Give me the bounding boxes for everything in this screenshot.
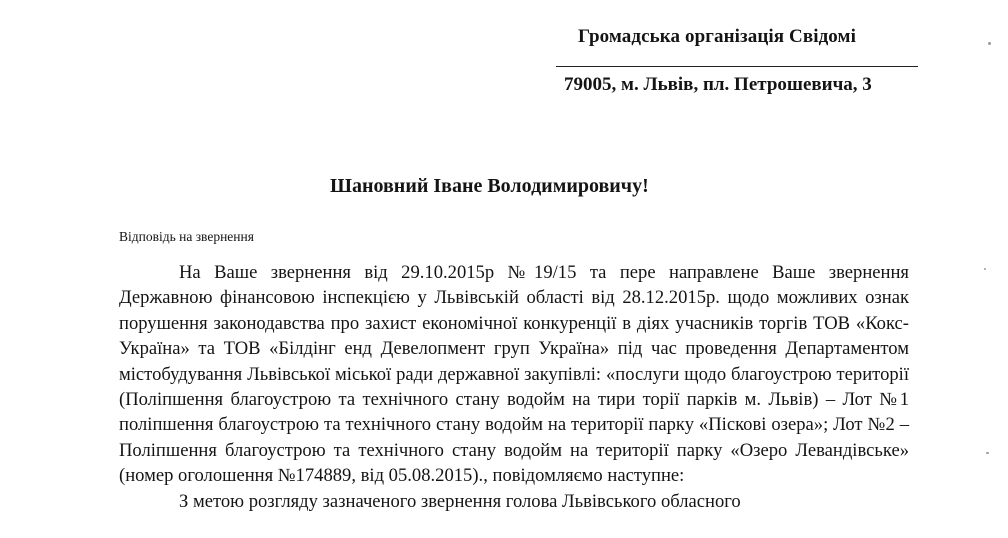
organization-name: Громадська організація Свідомі: [578, 26, 856, 47]
scan-speck: [984, 268, 986, 270]
greeting: Шановний Іване Володимировичу!: [330, 175, 649, 197]
body-paragraph: На Ваше звернення від 29.10.2015р №19/15 та пере направлене Ваше звернення Державною фінансовою інспекцією у Львівській області від 28.12.2015р. щодо можливих ознак порушення законодавства про захист економічної конкуренції в діях учасників торгів ТОВ «Кокс-Україна» та ТОВ «Білдінг енд Девелопмент груп Україна» під час проведення Департаментом містобудування Львівської міської ради державної закупівлі: «послуги щодо благоустрою території (Поліпшення благоустрою та технічного стану водойм на тири торії парків м. Львів) – Лот №1 поліпшення благоустрою та технічного стану водойм на території парку «Піскові озера»; Лот №2 – Поліпшення благоустрою та технічного стану водойм на території парку «Озеро Левандівське» (номер оголошення №174889, від 05.08.2015)., повідомляємо наступне:: [119, 262, 909, 487]
body-paragraph: З метою розгляду зазначеного звернення голова Львівського обласного: [179, 490, 741, 512]
organization-address: 79005, м. Львів, пл. Петрошевича, 3: [564, 74, 872, 95]
header-divider: [556, 66, 918, 67]
subject-line: Відповідь на звернення: [119, 229, 254, 244]
scan-speck: [988, 42, 991, 45]
scan-speck: [986, 452, 989, 454]
letter-body: [119, 260, 909, 514]
